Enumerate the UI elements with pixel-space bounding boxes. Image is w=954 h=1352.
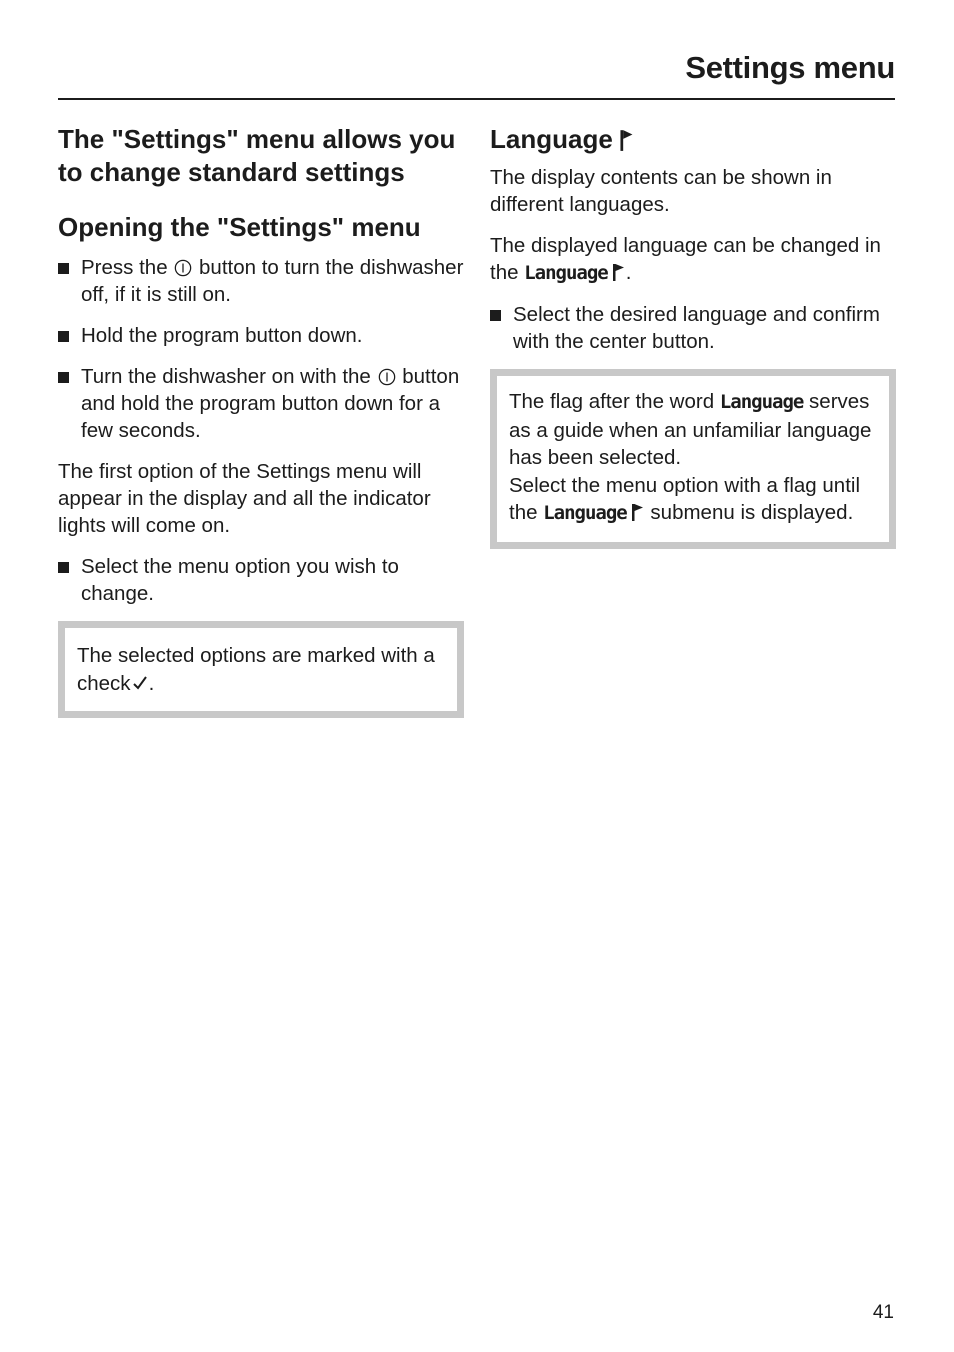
page-number: 41 <box>872 1302 894 1323</box>
list-item <box>58 363 464 444</box>
display-text: Language <box>719 391 804 413</box>
display-text: Language <box>524 262 608 284</box>
bullet-text: Turn the dishwasher on with the button and hold the program button down for a few seconds. <box>81 365 460 442</box>
list-item <box>58 254 464 308</box>
bullet-text: Press the button to turn the dishwasher off, if it is still on. <box>81 256 464 306</box>
note-box: The selected options are marked with a check . <box>58 621 464 718</box>
flag-icon <box>612 262 626 282</box>
bullet-square-icon <box>58 263 69 274</box>
body-paragraph: The displayed language can be changed in the Language . <box>490 234 881 284</box>
body-paragraph: The first option of the Settings menu will appear in the display and all the indicator lights will come on. <box>58 460 431 537</box>
flag-icon <box>619 128 635 152</box>
header-divider <box>58 98 895 100</box>
bullet-text: Select the desired language and confirm with the center button. <box>513 303 880 353</box>
page-title: Settings menu <box>685 50 895 85</box>
body-paragraph: The display contents can be shown in different languages. <box>490 166 832 216</box>
flag-icon <box>631 502 645 522</box>
power-icon <box>174 259 192 277</box>
note-box: The flag after the word Language serves as a guide when an unfamiliar language has been selected. Select the menu option with a flag until the Language submenu is displayed. <box>490 369 896 549</box>
list-item <box>58 553 464 607</box>
left-column <box>58 123 464 718</box>
list-item <box>490 301 896 355</box>
bullet-text: Hold the program button down. <box>81 324 363 347</box>
bullet-text: Select the menu option you wish to change. <box>81 555 399 605</box>
bullet-square-icon <box>58 372 69 383</box>
intro-heading: The "Settings" menu allows you to change standard settings <box>58 124 456 187</box>
language-heading: Language <box>490 123 896 156</box>
list-item <box>58 322 464 349</box>
check-icon <box>131 674 149 692</box>
right-column <box>490 123 896 549</box>
power-icon <box>378 368 396 386</box>
opening-heading: Opening the "Settings" menu <box>58 212 421 242</box>
display-text: Language <box>543 502 627 524</box>
bullet-square-icon <box>58 331 69 342</box>
bullet-square-icon <box>58 562 69 573</box>
bullet-square-icon <box>490 310 501 321</box>
